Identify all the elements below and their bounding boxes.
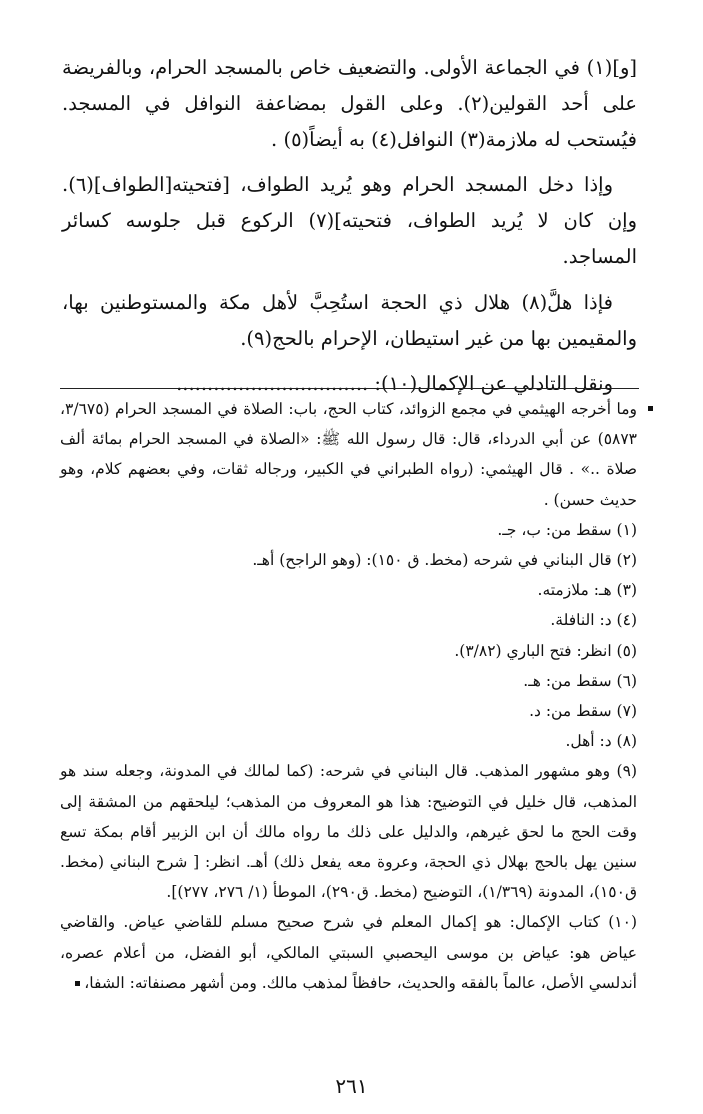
footnote-item-last [60,907,637,998]
main-paragraph: وإذا دخل المسجد الحرام وهو يُريد الطواف، [فتحيته[الطواف](٦). وإن كان لا يُريد الطواف، فتحيته](٧) الركوع قبل جلوسه كسائر المساجد. [62,173,638,268]
footnote-item: (٣) هـ: ملازمته. [537,581,637,600]
footnote-item: (٧) سقط من: د. [529,702,637,721]
footnote-item: (٢) قال البناني في شرحه (مخط. ق ١٥٠): (وهو الراجح) أهـ. [252,551,637,570]
footnote-item: (٥) انظر: فتح الباري (٣/٨٢). [454,641,637,660]
footnote-divider [60,388,639,389]
footnote-continuation-text: وما أخرجه الهيثمي في مجمع الزوائد، كتاب الحج، باب: الصلاة في المسجد الحرام (٣/٦٧٥، ٥٨٧٣) عن أبي الدرداء، قال: قال رسول الله ﷺ: «الصلاة في المسجد الحرام بمائة ألف صلاة ..» . قال الهيثمي: (رواه الطبراني في الكبير، ورجاله ثقات، وفي بعضهم كلام، وهو حديث حسن) . [60,400,637,509]
main-paragraph-text: ونقل التادلي عن الإكمال(١٠): [374,372,613,396]
footnote-item: (٨) د: أهل. [565,732,637,751]
footnotes [60,394,637,998]
page-number: ٢٦١ [335,1074,368,1098]
main-text [62,50,637,402]
main-paragraph: فإذا هلَّ(٨) هلال ذي الحجة استُحِبَّ لأهل مكة والمستوطنين بها، والمقيمين بها من غير استيطان، الإحرام بالحج(٩). [62,290,637,350]
bullet-marker [648,406,653,411]
footnote-item: (١) سقط من: ب، جـ. [497,520,637,539]
footnote-item: (٦) سقط من: هـ. [523,671,637,690]
bullet-marker [75,981,80,986]
ellipsis-dots: ............................... [176,372,369,396]
main-paragraph: [و](١) في الجماعة الأولى. والتضعيف خاص بالمسجد الحرام، وبالفريضة على أحد القولين(٢). وعلى القول بمضاعفة النوافل في المسجد. فيُستحب له ملازمة(٣) النوافل(٤) به أيضاً(٥) . [62,56,637,151]
footnote-item: (٤) د: النافلة. [550,611,637,630]
footnote-item-text: (١٠) كتاب الإكمال: هو إكمال المعلم في شرح صحيح مسلم للقاضي عياض. والقاضي عياض هو: عياض بن موسى اليحصبي السبتي المالكي، أبو الفضل، من أعلام عصره، أندلسي الأصل، عالماً بالفقه والحديث، حافظاً لمذهب مالك. ومن أشهر مصنفاته: الشفا، [60,913,637,992]
footnote-item: (٩) وهو مشهور المذهب. قال البناني في شرحه: (كما لمالك في المدونة، وجعله سند هو المذهب، قال خليل في التوضيح: هذا هو المعروف من المذهب؛ ليلحقهم من المشقة إلى وقت الحج ما لحق غيرهم، والدليل على ذلك ما رواه مالك أن ابن الزبير أقام بمكة تسع سنين يهل بالحج بهلال ذي الحجة، وعروة معه يفعل ذلك) أهـ. انظر: [ شرح البناني (مخط. ق١٥٠)، المدونة (١/٣٦٩)، التوضيح (مخط. ق٢٩٠)، الموطأ (١/ ٢٧٦، ٢٧٧)]. [60,762,637,902]
footnote-continuation [60,394,637,515]
